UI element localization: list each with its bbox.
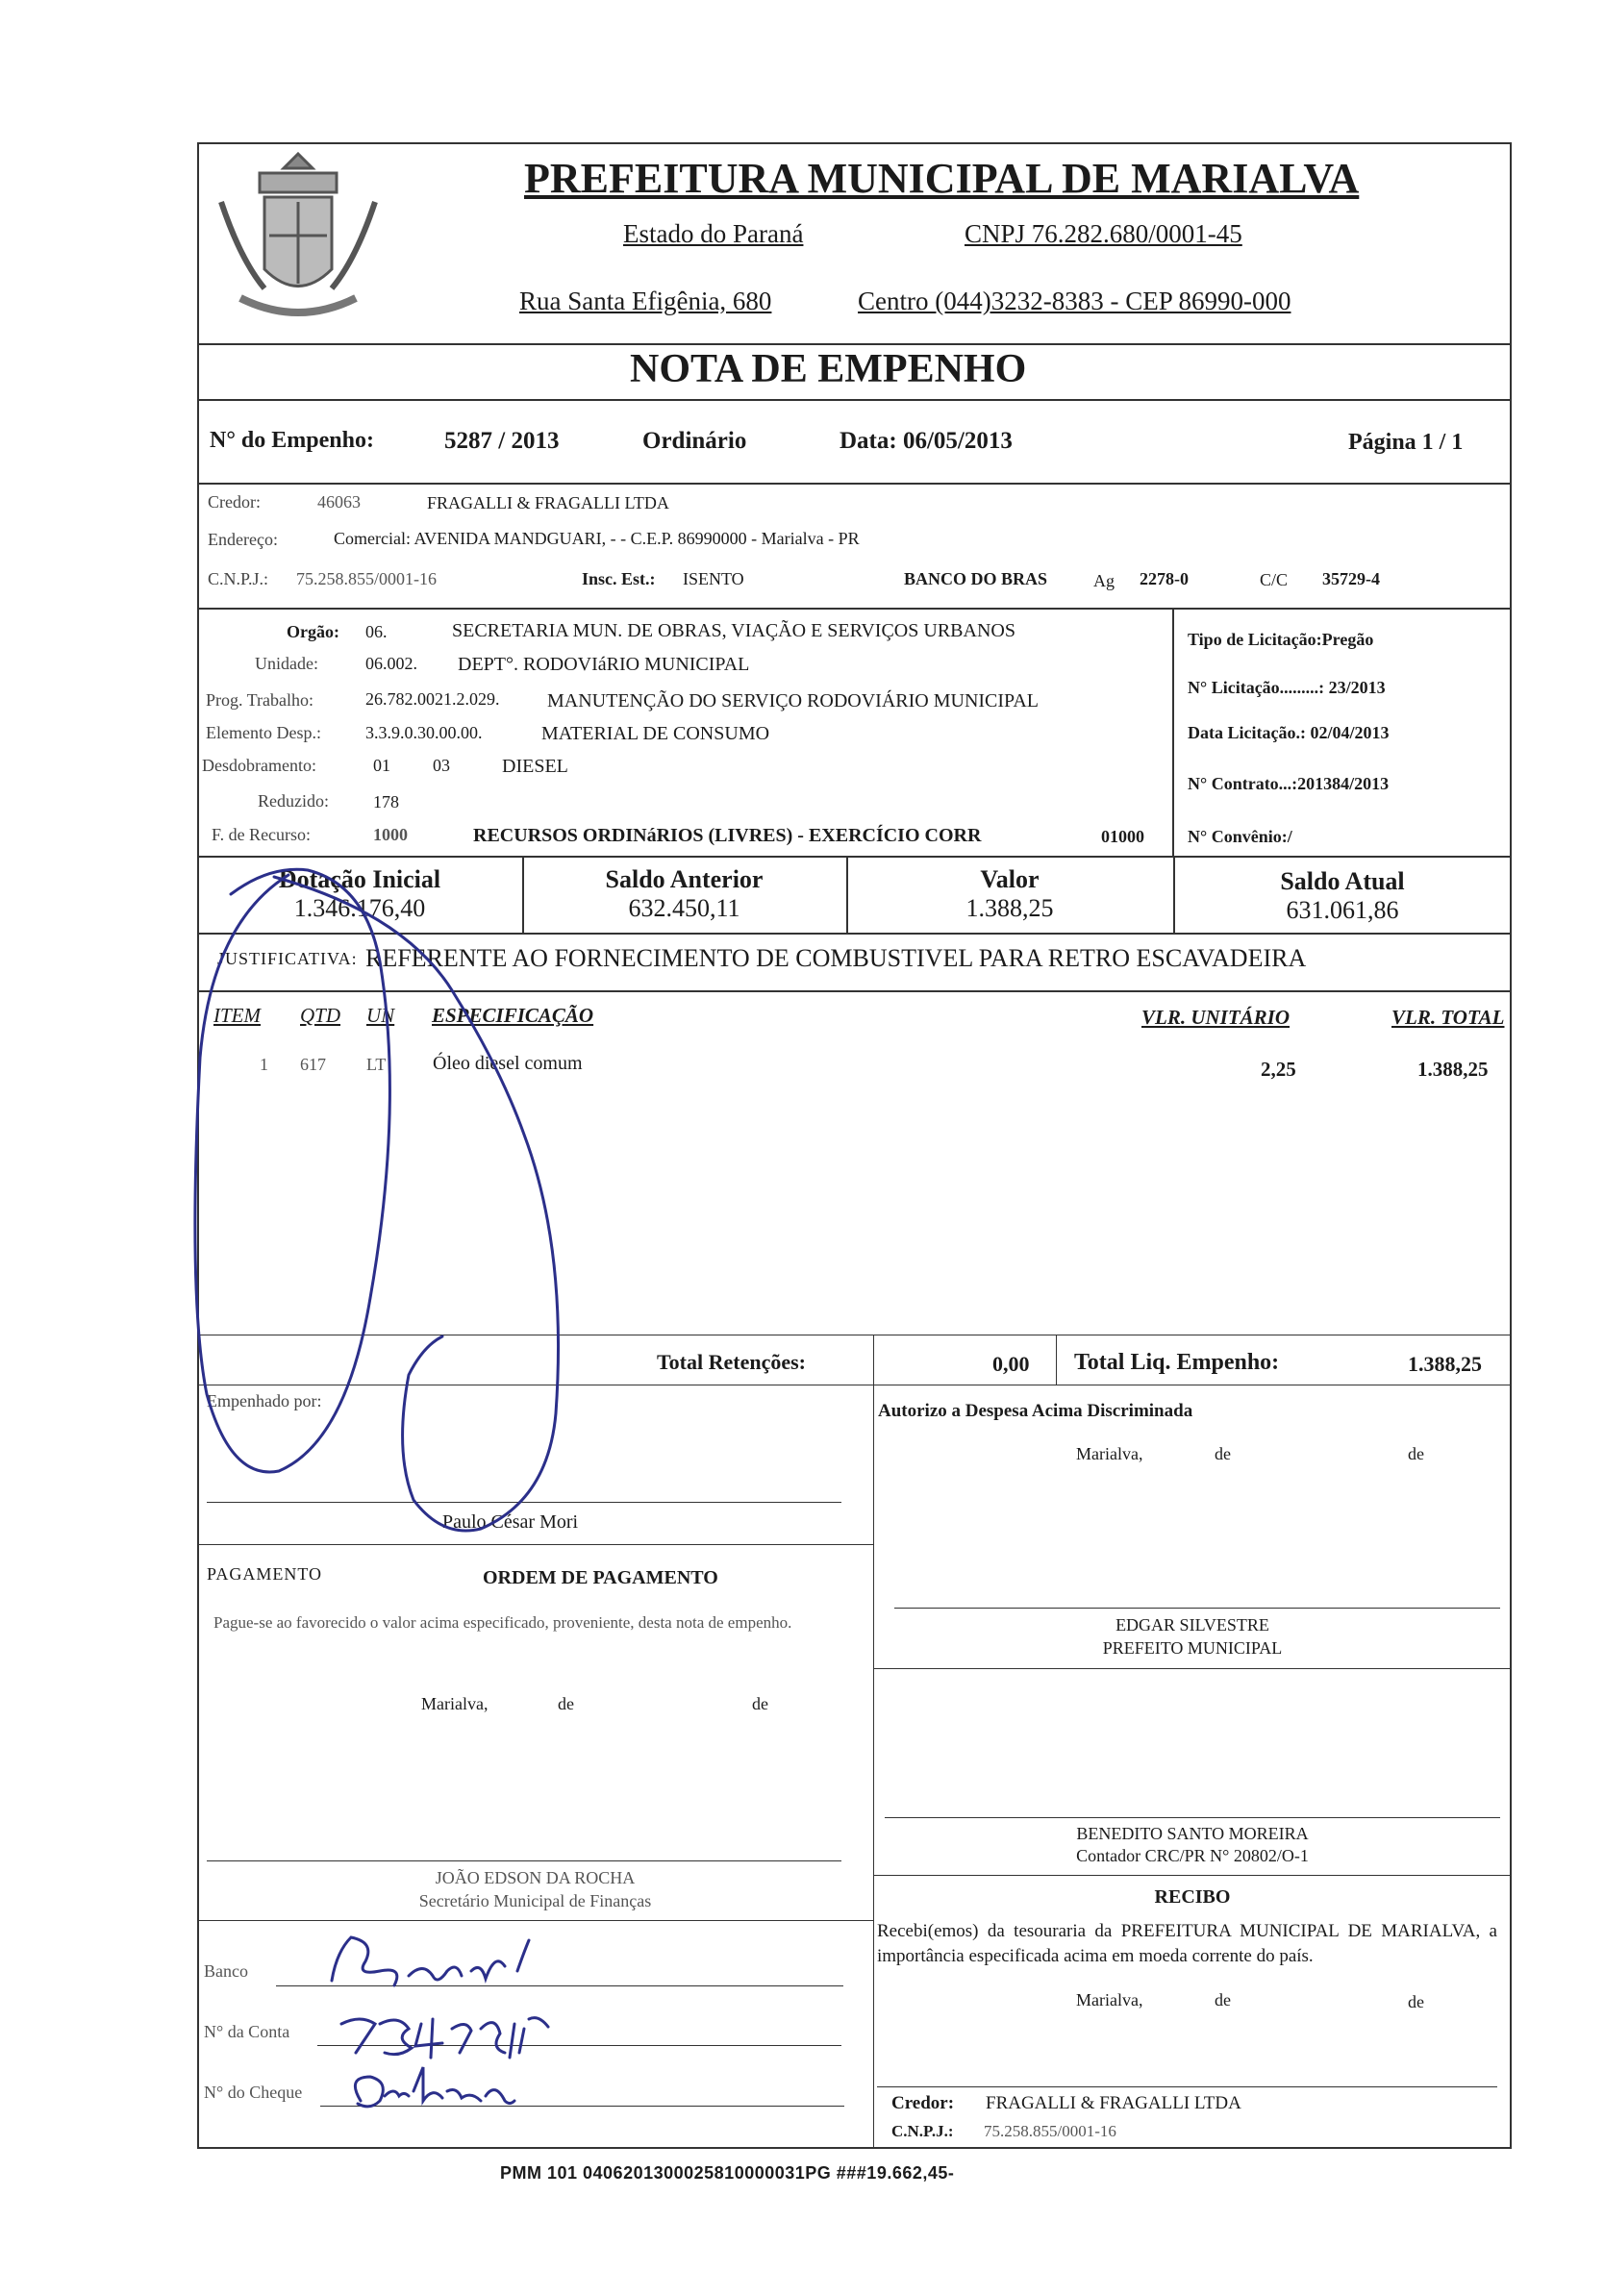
autorizo-de-1: de <box>1215 1444 1231 1463</box>
recibo-de-2: de <box>1408 1992 1424 2011</box>
address-street: Rua Santa Efigênia, 680 <box>519 287 772 315</box>
recibo-city: Marialva, <box>1076 1990 1143 2009</box>
justificativa-text: REFERENTE AO FORNECIMENTO DE COMBUSTIVEL PARA RETRO ESCAVADEIRA <box>365 944 1307 972</box>
prog-name: MANUTENÇÃO DO SERVIÇO RODOVIÁRIO MUNICIPAL <box>547 690 1040 711</box>
saldo-anterior-label: Saldo Anterior <box>605 865 764 893</box>
recibo-credor-label: Credor: <box>891 2093 955 2113</box>
item-total-value: 1.388,25 <box>1417 1058 1489 1081</box>
item-quantity: 617 <box>300 1055 326 1074</box>
pen-loop-stroke <box>195 869 390 1472</box>
desdobramento-label: Desdobramento: <box>202 756 316 775</box>
document-title: NOTA DE EMPENHO <box>630 347 1027 391</box>
municipality-title: PREFEITURA MUNICIPAL DE MARIALVA <box>524 155 1360 202</box>
prog-code: 26.782.0021.2.029. <box>365 689 500 709</box>
item-unit: LT <box>366 1055 387 1074</box>
empenho-label: N° do Empenho: <box>210 428 374 453</box>
pagamento-label: PAGAMENTO <box>207 1564 323 1584</box>
prefeito-name: EDGAR SILVESTRE <box>1115 1615 1269 1635</box>
credor-code: 46063 <box>317 492 361 512</box>
dotacao-inicial-label: Dotação Inicial <box>278 865 441 893</box>
contrato-numero: N° Contrato...:201384/2013 <box>1188 774 1390 793</box>
saldo-atual-label: Saldo Atual <box>1280 867 1405 895</box>
total-liquido-value: 1.388,25 <box>1408 1352 1482 1376</box>
autorizo-city: Marialva, <box>1076 1444 1143 1463</box>
valor-value: 1.388,25 <box>965 894 1054 922</box>
retencoes-value: 0,00 <box>992 1352 1030 1376</box>
valor-label: Valor <box>980 865 1040 893</box>
empenhado-name: Paulo César Mori <box>442 1511 579 1533</box>
saldo-atual-value: 631.061,86 <box>1286 896 1399 924</box>
recurso-name: RECURSOS ORDINáRIOS (LIVRES) - EXERCÍCIO CORR <box>473 825 982 846</box>
page-number: Página 1 / 1 <box>1348 430 1464 455</box>
account-value: 35729-4 <box>1322 569 1380 588</box>
contador-title: Contador CRC/PR N° 20802/O-1 <box>1076 1846 1309 1865</box>
saldo-anterior-value: 632.450,11 <box>628 894 740 922</box>
pagamento-de-1: de <box>558 1694 574 1713</box>
item-unit-value: 2,25 <box>1261 1058 1296 1081</box>
empenho-type: Ordinário <box>642 428 747 454</box>
licitacao-tipo: Tipo de Licitação:Pregão <box>1188 630 1374 649</box>
footer-barcode-text: PMM 101 0406201300025810000031PG ###19.662,45- <box>500 2163 955 2183</box>
agency-value: 2278-0 <box>1140 569 1189 588</box>
secretario-name: JOÃO EDSON DA ROCHA <box>435 1868 636 1887</box>
cheque-label: N° do Cheque <box>204 2083 303 2102</box>
insc-value: ISENTO <box>683 569 744 588</box>
pagamento-text: Pague-se ao favorecido o valor acima especificado, proveniente, desta nota de empenho. <box>213 1613 792 1632</box>
pagamento-city: Marialva, <box>421 1694 489 1713</box>
pen-diagonal-stroke <box>274 877 559 1531</box>
licitacao-data: Data Licitação.: 02/04/2013 <box>1188 723 1390 742</box>
banco-label: Banco <box>204 1961 248 1981</box>
handwriting-banco <box>332 1937 529 1985</box>
conta-label: N° da Conta <box>204 2022 290 2041</box>
recurso-code: 1000 <box>373 825 408 844</box>
municipality-cnpj: CNPJ 76.282.680/0001-45 <box>965 219 1242 248</box>
unidade-code: 06.002. <box>365 654 417 673</box>
recibo-cnpj-label: C.N.P.J.: <box>891 2122 954 2140</box>
empenho-date: Data: 06/05/2013 <box>840 428 1013 454</box>
elemento-code: 3.3.9.0.30.00.00. <box>365 723 483 742</box>
convenio-numero: N° Convênio:/ <box>1188 827 1292 846</box>
total-liquido-label: Total Liq. Empenho: <box>1074 1350 1280 1375</box>
unidade-label: Unidade: <box>255 654 318 673</box>
col-especificacao-header: ESPECIFICAÇÃO <box>432 1004 594 1027</box>
col-un-header: UN <box>366 1004 395 1027</box>
elemento-name: MATERIAL DE CONSUMO <box>541 723 770 744</box>
col-qtd-header: QTD <box>300 1004 341 1027</box>
col-valor-unitario-header: VLR. UNITÁRIO <box>1141 1006 1291 1029</box>
autorizo-text: Autorizo a Despesa Acima Discriminada <box>878 1401 1193 1421</box>
bank-name: BANCO DO BRAS <box>904 569 1048 588</box>
recibo-title: RECIBO <box>1154 1886 1231 1908</box>
autorizo-de-2: de <box>1408 1444 1424 1463</box>
recurso-number: 01000 <box>1101 827 1144 846</box>
contador-name: BENEDITO SANTO MOREIRA <box>1076 1824 1309 1843</box>
licitacao-numero: N° Licitação.........: 23/2013 <box>1188 678 1386 697</box>
recurso-label: F. de Recurso: <box>212 825 312 844</box>
recibo-de-1: de <box>1215 1990 1231 2009</box>
dotacao-inicial-value: 1.346.176,40 <box>293 894 426 922</box>
credor-name: FRAGALLI & FRAGALLI LTDA <box>427 493 669 512</box>
recibo-text: Recebi(emos) da tesouraria da PREFEITURA MUNICIPAL DE MARIALVA, a importância especificada acima em moeda corrente do país. <box>877 1921 1497 1966</box>
empenho-number: 5287 / 2013 <box>444 428 560 454</box>
endereco-label: Endereço: <box>208 530 278 549</box>
elemento-label: Elemento Desp.: <box>206 723 321 742</box>
handwriting-conta <box>341 2018 548 2058</box>
agency-label: Ag <box>1093 571 1115 590</box>
orgao-label: Orgão: <box>287 622 339 641</box>
endereco-value: Comercial: AVENIDA MANDGUARI, - - C.E.P. 86990000 - Marialva - PR <box>334 529 860 548</box>
recibo-credor-name: FRAGALLI & FRAGALLI LTDA <box>986 2093 1241 2113</box>
desdobramento-b: 03 <box>433 756 450 775</box>
col-item-header: ITEM <box>213 1004 261 1027</box>
reduzido-label: Reduzido: <box>258 791 329 811</box>
reduzido-value: 178 <box>373 792 399 811</box>
desdobramento-name: DIESEL <box>502 756 568 777</box>
prefeito-title: PREFEITO MUNICIPAL <box>1102 1638 1283 1658</box>
credor-label: Credor: <box>208 492 261 512</box>
prog-label: Prog. Trabalho: <box>206 690 314 710</box>
retencoes-label: Total Retenções: <box>657 1350 806 1374</box>
account-label: C/C <box>1260 570 1289 589</box>
recibo-cnpj-value: 75.258.855/0001-16 <box>984 2122 1116 2140</box>
secretario-title: Secretário Municipal de Finanças <box>418 1891 652 1910</box>
cnpj-label: C.N.P.J.: <box>208 569 269 588</box>
cnpj-value: 75.258.855/0001-16 <box>296 569 437 588</box>
insc-label: Insc. Est.: <box>582 569 656 588</box>
address-rest: Centro (044)3232-8383 - CEP 86990-000 <box>858 287 1291 315</box>
justificativa-label: JUSTIFICATIVA: <box>217 949 358 968</box>
desdobramento-a: 01 <box>373 756 390 775</box>
pagamento-de-2: de <box>752 1694 768 1713</box>
orgao-name: SECRETARIA MUN. DE OBRAS, VIAÇÃO E SERVIÇOS URBANOS <box>452 620 1015 641</box>
col-valor-total-header: VLR. TOTAL <box>1391 1006 1505 1029</box>
empenhado-label: Empenhado por: <box>207 1391 322 1410</box>
orgao-code: 06. <box>365 622 388 641</box>
item-description: Óleo diesel comum <box>433 1053 583 1074</box>
state-name: Estado do Paraná <box>623 219 804 248</box>
ordem-pagamento-title: ORDEM DE PAGAMENTO <box>483 1567 718 1588</box>
handwriting-cheque <box>355 2067 514 2107</box>
item-number: 1 <box>260 1055 268 1074</box>
unidade-name: DEPT°. RODOVIáRIO MUNICIPAL <box>458 654 750 675</box>
